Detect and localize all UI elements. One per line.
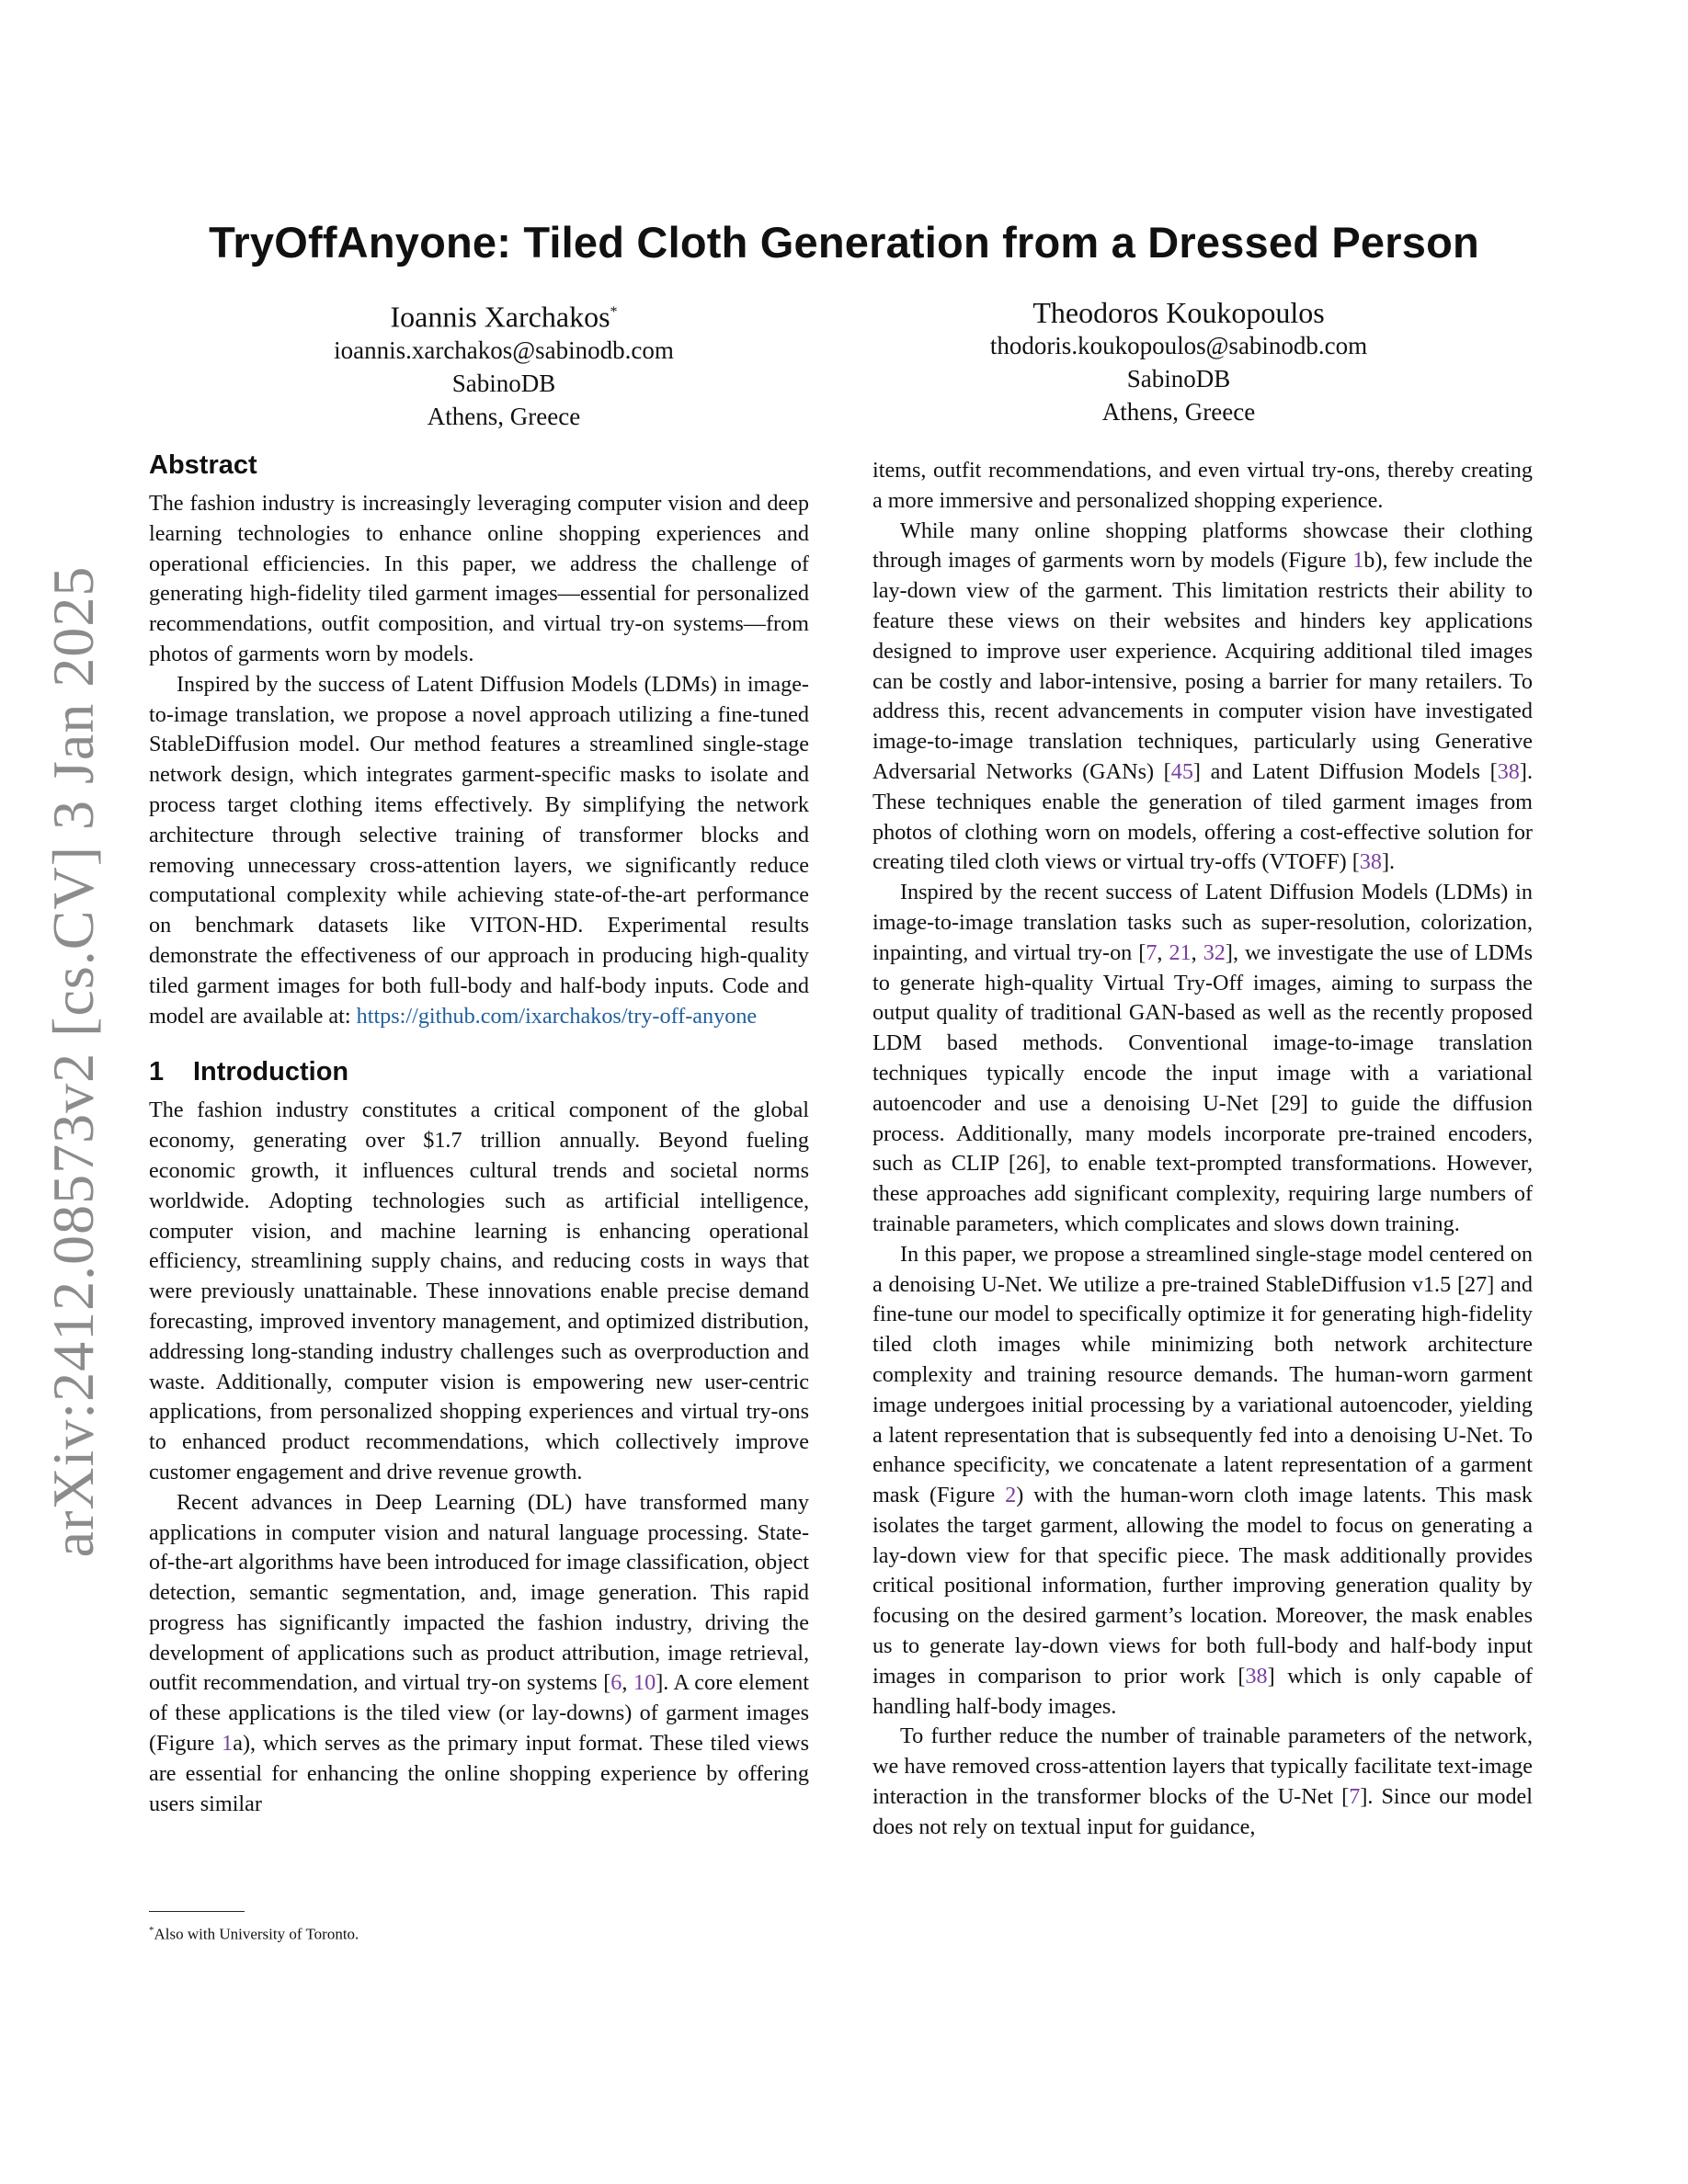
body-paragraph: To further reduce the number of trainable parameters of the network, we have removed cross-attention layers that typically facilitate text-image interaction in the transformer blocks of the U-Net [7]. Since our model does not rely on textual input for guidance, bbox=[873, 1723, 1533, 1839]
citation-link[interactable]: 7 bbox=[1349, 1784, 1361, 1810]
citation-link[interactable]: 21 bbox=[1169, 939, 1192, 965]
arxiv-identifier bbox=[40, 565, 106, 1558]
section-number: 1 bbox=[149, 1057, 165, 1087]
author-affiliation: SabinoDB bbox=[1126, 365, 1231, 392]
section-heading-introduction bbox=[149, 1055, 809, 1088]
author-footnote-mark: * bbox=[610, 304, 618, 320]
body-paragraph: items, outfit recommendations, and even virtual try-ons, thereby creating a more immersive and personalized shopping experience. bbox=[873, 458, 1533, 513]
author-affiliation: SabinoDB bbox=[451, 369, 556, 397]
footnote-text: Also with University of Toronto. bbox=[154, 1925, 359, 1943]
author-name: Ioannis Xarchakos bbox=[390, 300, 610, 334]
footnote-divider bbox=[149, 1911, 245, 1912]
abstract-paragraph: Inspired by the success of Latent Diffusion Models (LDMs) in image-to-image translation, we propose a novel approach utilizing a fine-tuned StableDiffusion model. Our method features a streamlined single-stage network design, which integrates garment-specific masks to isolate and process target clothing items effectively. By simplifying the network architecture through selective training of transformer blocks and removing unnecessary cross-attention layers, we significantly reduce computational complexity while achieving state-of-the-art performance on benchmark datasets like VITON-HD. Experimental results demonstrate the effectiveness of our approach in producing high-quality tiled garment images for both full-body and half-body inputs. Code and model are available at: https://github.com/ixarchakos/try-off-anyone bbox=[149, 671, 809, 1029]
figure-link[interactable]: 2 bbox=[1005, 1483, 1017, 1508]
citation-link[interactable]: 6 bbox=[610, 1670, 622, 1696]
code-repository-link[interactable]: https://github.com/ixarchakos/try-off-anyone bbox=[356, 1003, 758, 1029]
citation-link[interactable]: 7 bbox=[1146, 939, 1158, 965]
author-name: Theodoros Koukopoulos bbox=[1032, 296, 1325, 329]
author-email: thodoris.koukopoulos@sabinodb.com bbox=[989, 332, 1368, 359]
body-paragraph: Recent advances in Deep Learning (DL) have transformed many applications in computer vision and natural language processing. State-of-the-art algorithms have been introduced for image classification, object detection, semantic segmentation, and, image generation. This rapid progress has significantly impacted the fashion industry, driving the development of applications such as product attribution, image retrieval, outfit recommendation, and virtual try-on systems [6, 10]. A core element of these applications is the tiled view (or lay-downs) of garment images (Figure 1a), which serves as the primary input format. These tiled views are essential for enhancing the online shopping experience by offering users similar bbox=[149, 1489, 809, 1816]
citation-link[interactable]: 10 bbox=[633, 1670, 656, 1696]
figure-link[interactable]: 1 bbox=[1352, 548, 1364, 574]
footnote-mark: * bbox=[149, 1925, 154, 1936]
citation-link[interactable]: 38 bbox=[1245, 1663, 1268, 1689]
citation-link[interactable]: 38 bbox=[1497, 758, 1520, 784]
arxiv-identifier-text: arXiv:2412.08573v2 [cs.CV] 3 Jan 2025 bbox=[40, 565, 106, 1558]
author-block-1 bbox=[154, 296, 853, 433]
body-paragraph: Inspired by the recent success of Latent Diffusion Models (LDMs) in image-to-image translation tasks such as super-resolution, colorization, inpainting, and virtual try-on [7, 21, 32], we investigate the use of LDMs to generate high-quality Virtual Try-Off images, aiming to surpass the output quality of traditional GAN-based as well as the recently proposed LDM based methods. Conventional image-to-image translation techniques typically encode the input image with a variational autoencoder and use a denoising U-Net [29] to guide the diffusion process. Additionally, many models incorporate pre-trained encoders, such as CLIP [26], to enable text-prompted transformations. However, these approaches add significant complexity, requiring large numbers of trainable parameters, which complicates and slows down training. bbox=[873, 880, 1534, 1236]
author-block-2 bbox=[829, 296, 1528, 428]
author-location: Athens, Greece bbox=[427, 402, 581, 430]
abstract-paragraph: The fashion industry is increasingly leveraging computer vision and deep learning technologies to enhance online shopping experiences and operational efficiencies. In this paper, we address the challenge of generating high-fidelity tiled garment images—essential for personalized recommendations, outfit composition, and virtual try-on systems—from photos of garments worn by models. bbox=[149, 491, 809, 666]
body-paragraph: The fashion industry constitutes a critical component of the global economy, generating over $1.7 trillion annually. Beyond fueling economic growth, it influences cultural trends and societal norms worldwide. Adopting technologies such as artificial intelligence, computer vision, and machine learning is enhancing operational efficiency, streamlining supply chains, and reducing costs in ways that were previously unattainable. These innovations enable precise demand forecasting, improved inventory management, and optimized distribution, addressing long-standing industry challenges such as overproduction and waste. Additionally, computer vision is empowering new user-centric applications, from personalized shopping experiences and virtual try-ons to enhanced product recommendations, which collectively improve customer engagement and drive revenue growth. bbox=[149, 1098, 809, 1484]
abstract-heading: Abstract bbox=[149, 450, 257, 480]
author-email: ioannis.xarchakos@sabinodb.com bbox=[334, 336, 674, 364]
citation-link[interactable]: 38 bbox=[1359, 849, 1382, 875]
footnote bbox=[149, 1911, 809, 1944]
body-paragraph: While many online shopping platforms showcase their clothing through images of garments worn by models (Figure 1b), few include the lay-down view of the garment. This limitation restricts their ability to feature these views on their websites and hinders key applications designed to improve user experience. Acquiring additional tiled images can be costly and labor-intensive, posing a barrier for many retailers. To address this, recent advancements in computer vision have investigated image-to-image translation techniques, particularly using Generative Adversarial Networks (GANs) [45] and Latent Diffusion Models [38]. These techniques enable the generation of tiled garment images from photos of clothing worn on models, offering a cost-effective solution for creating tiled cloth views or virtual try-offs (VTOFF) [38]. bbox=[873, 518, 1533, 875]
paper-title: TryOffAnyone: Tiled Cloth Generation from a Dressed Person bbox=[209, 218, 1479, 267]
figure-link[interactable]: 1 bbox=[222, 1731, 234, 1757]
citation-link[interactable]: 45 bbox=[1170, 758, 1193, 784]
author-location: Athens, Greece bbox=[1101, 398, 1256, 426]
body-paragraph: In this paper, we propose a streamlined single-stage model centered on a denoising U-Net. We utilize a pre-trained StableDiffusion v1.5 [27] and fine-tune our model to specifically optimize it for generating high-fidelity tiled cloth images while minimizing both network architecture complexity and training resource demands. The human-worn garment image undergoes initial processing by a variational autoencoder, yielding a latent representation that is subsequently fed into a denoising U-Net. To enhance specificity, we concatenate a latent representation of a garment mask (Figure 2) with the human-worn cloth image latents. This mask isolates the target garment, allowing the model to focus on generating a lay-down view for that specific piece. The mask additionally provides critical positional information, further improving generation quality by focusing on the desired garment’s location. Moreover, the mask enables us to generate lay-down views for both full-body and half-body input images in comparison to prior work [38] which is only capable of handling half-body images. bbox=[873, 1241, 1534, 1719]
citation-link[interactable]: 32 bbox=[1203, 939, 1226, 965]
section-title: Introduction bbox=[193, 1057, 349, 1087]
right-column bbox=[873, 456, 1533, 1843]
left-column bbox=[149, 449, 809, 1819]
